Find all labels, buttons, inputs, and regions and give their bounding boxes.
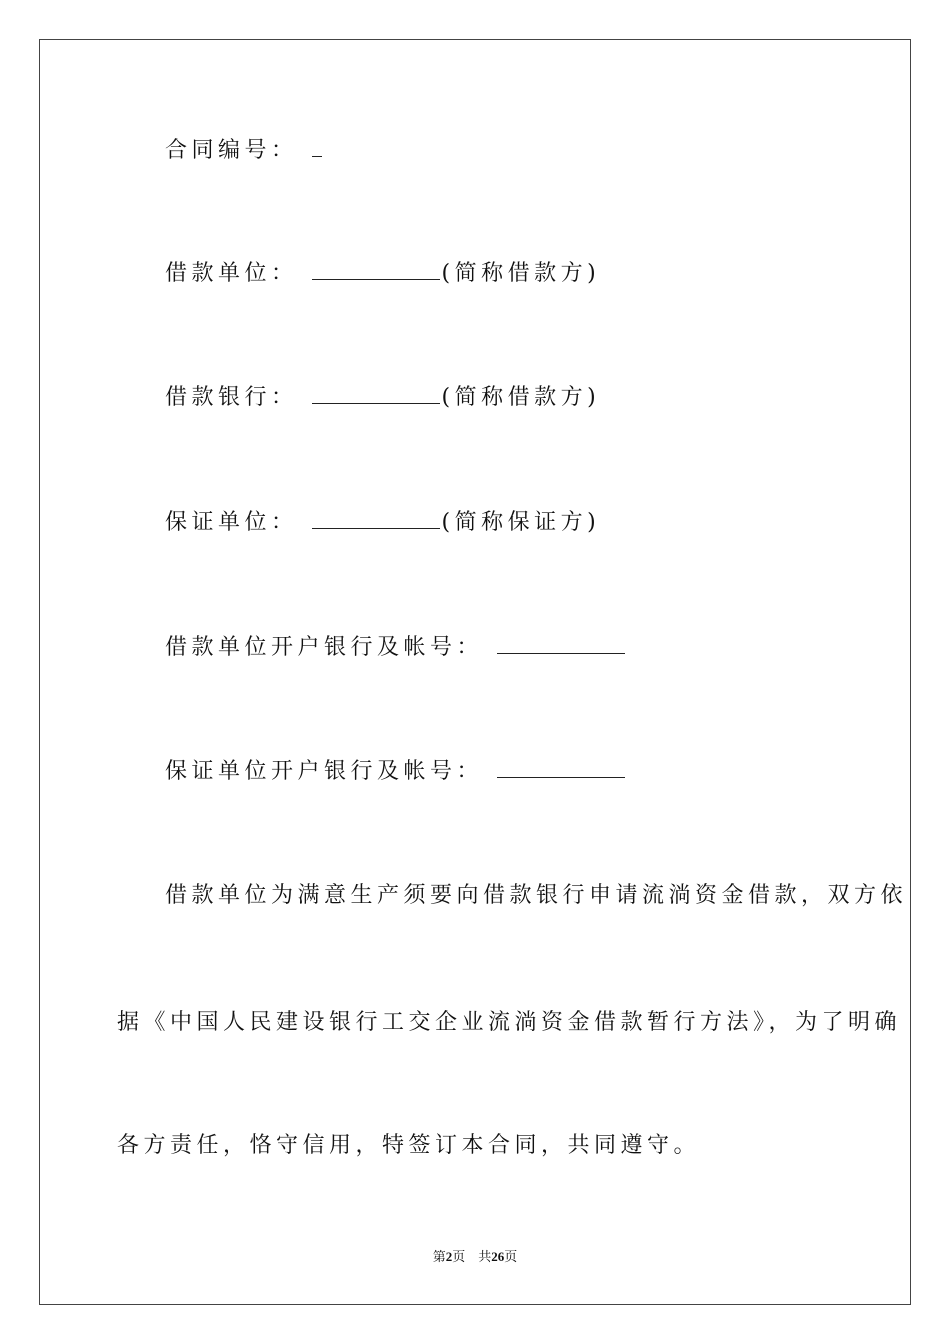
footer-total-pages: 26 [491, 1249, 505, 1264]
guarantor-account-row [165, 757, 627, 787]
page-border [39, 39, 911, 1305]
borrower-blank[interactable] [312, 259, 440, 280]
footer-total-suffix: 页 [504, 1249, 518, 1264]
footer-page-suffix: 页 [452, 1249, 466, 1264]
footer-page-number: 2 [445, 1249, 453, 1264]
guarantor-note: (简称保证方) [441, 510, 601, 535]
lender-label: 借款银行： [165, 385, 298, 410]
lender-row [165, 383, 600, 413]
borrower-note: (简称借款方) [441, 261, 601, 286]
borrower-account-row [165, 633, 627, 663]
contract-number-row [165, 136, 322, 166]
lender-blank[interactable] [312, 383, 440, 404]
borrower-row [165, 259, 600, 289]
paragraph-line-1: 借款单位为满意生产须要向借款银行申请流淌资金借款，双方依 [165, 883, 908, 908]
footer-total-prefix: 共 [478, 1249, 492, 1264]
paragraph-line-2: 据《中国人民建设银行工交企业流淌资金借款暂行方法》，为了明确 [117, 1010, 902, 1035]
guarantor-row [165, 508, 600, 538]
contract-number-label: 合同编号： [165, 138, 298, 163]
borrower-account-label: 借款单位开户银行及帐号： [165, 635, 484, 660]
guarantor-label: 保证单位： [165, 510, 298, 535]
footer-page-prefix: 第 [432, 1249, 446, 1264]
page-footer [0, 1246, 950, 1265]
lender-note: (简称借款方) [441, 385, 601, 410]
paragraph-line-3: 各方责任，恪守信用，特签订本合同，共同遵守。 [117, 1133, 701, 1158]
guarantor-account-blank[interactable] [497, 757, 625, 778]
contract-number-blank[interactable] [312, 136, 322, 157]
guarantor-blank[interactable] [312, 508, 440, 529]
guarantor-account-label: 保证单位开户银行及帐号： [165, 759, 484, 784]
borrower-label: 借款单位： [165, 261, 298, 286]
borrower-account-blank[interactable] [497, 633, 625, 654]
